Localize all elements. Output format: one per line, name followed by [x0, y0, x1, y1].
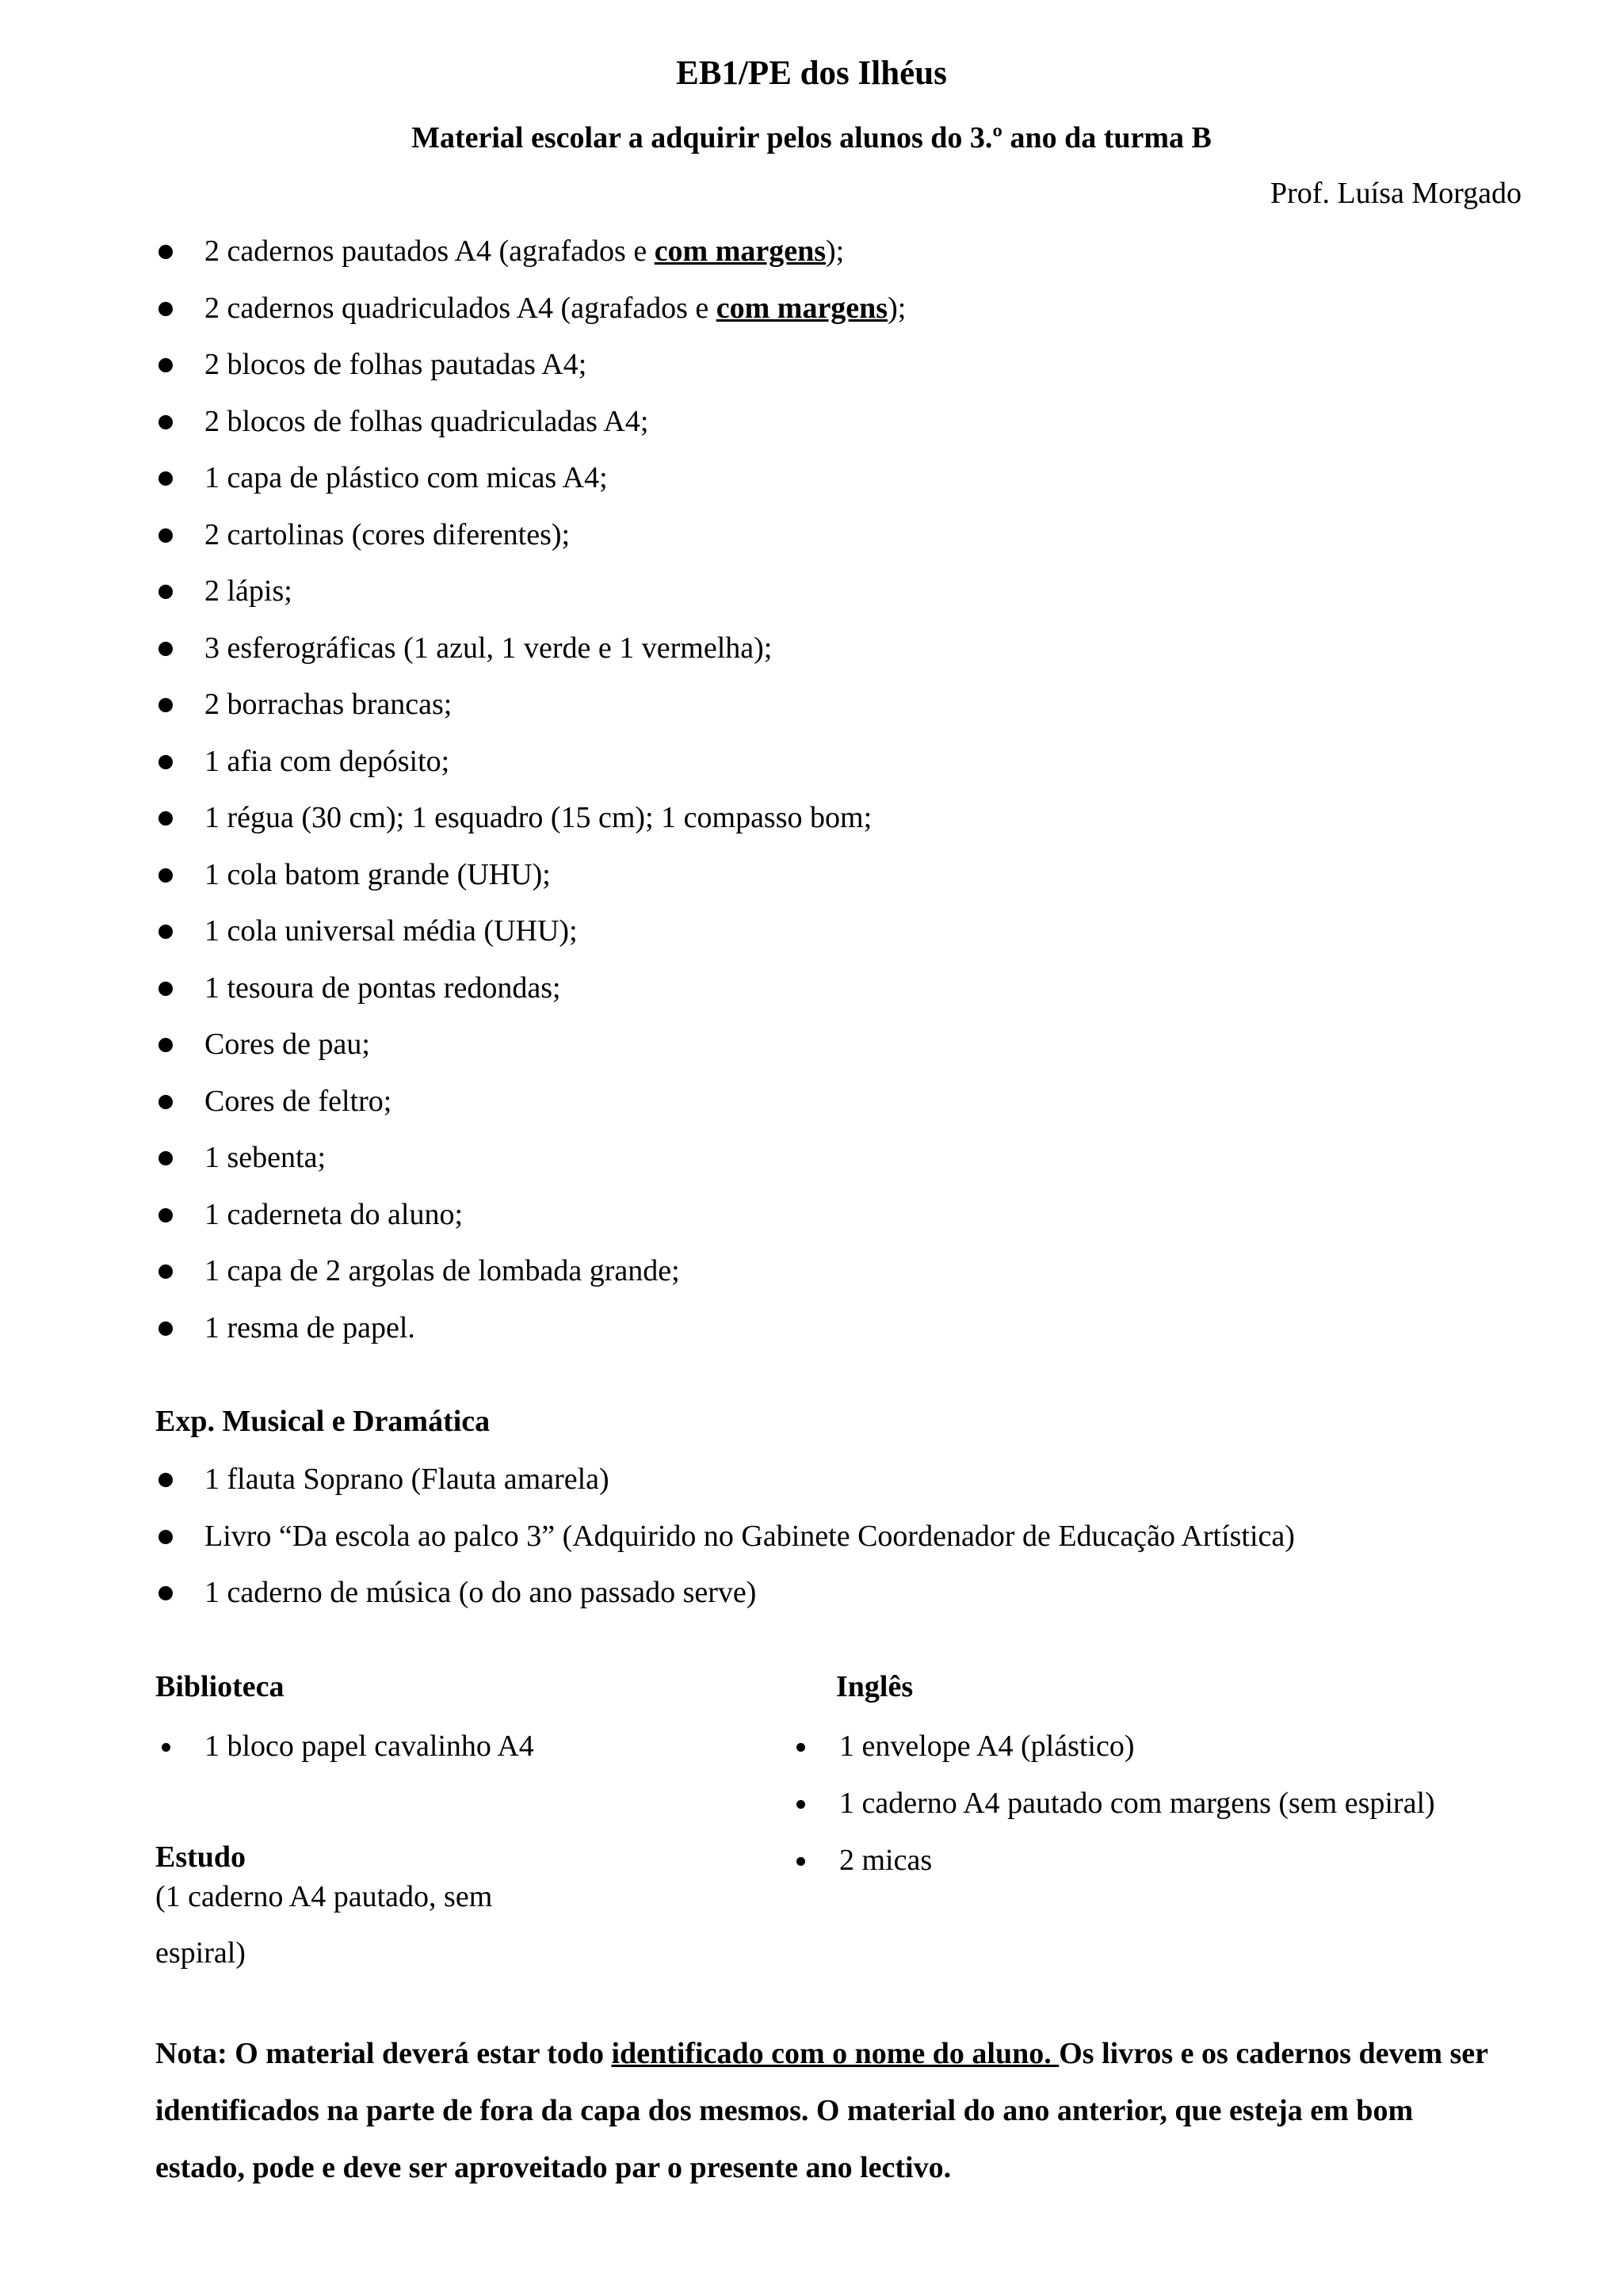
teacher-name: Prof. Luísa Morgado — [1270, 177, 1522, 210]
item-emphasis: com margens — [654, 235, 827, 268]
list-item — [155, 460, 608, 517]
bullet-icon — [158, 471, 173, 486]
list-item — [155, 744, 450, 801]
bullet-icon — [158, 1264, 173, 1279]
item-text: 1 capa de 2 argolas de lombada grande; — [204, 1254, 680, 1287]
item-text: Livro “Da escola ao palco 3” (Adquirido no Gabinete Coordenador de Educação Artística) — [204, 1519, 1295, 1553]
list-item — [155, 1462, 609, 1519]
bullet-icon — [158, 642, 173, 656]
bullet-icon — [158, 245, 173, 259]
item-text: Cores de feltro; — [204, 1084, 392, 1118]
library-heading: Biblioteca — [155, 1670, 285, 1703]
bullet-icon — [158, 755, 173, 769]
list-item — [155, 1197, 464, 1254]
item-text: 1 afia com depósito; — [204, 744, 450, 778]
item-text: 1 resma de papel. — [204, 1310, 415, 1344]
bullet-icon — [158, 1038, 173, 1052]
item-text: Cores de pau; — [204, 1028, 370, 1061]
list-item — [155, 1084, 392, 1141]
bullet-icon — [158, 1322, 173, 1336]
music-heading: Exp. Musical e Dramática — [155, 1405, 491, 1438]
bullet-icon — [796, 1857, 805, 1866]
bullet-icon — [158, 925, 173, 939]
item-text: 2 cartolinas (cores diferentes); — [204, 517, 571, 551]
list-item — [155, 687, 453, 744]
item-text: 2 blocos de folhas quadriculadas A4; — [204, 404, 649, 438]
list-item — [155, 404, 649, 461]
bullet-icon — [158, 982, 173, 996]
item-text-end: ); — [888, 291, 907, 325]
english-heading: Inglês — [836, 1670, 914, 1703]
bullet-icon — [158, 1473, 173, 1487]
item-text: 1 caderneta do aluno; — [204, 1197, 464, 1231]
bullet-icon — [158, 302, 173, 316]
item-text-end: ); — [826, 235, 845, 268]
item-text: 1 cola batom grande (UHU); — [204, 857, 551, 891]
item-text: 1 bloco papel cavalinho A4 — [204, 1730, 534, 1763]
bullet-icon — [162, 1743, 170, 1752]
item-text: 2 borrachas brancas; — [204, 688, 453, 721]
bullet-icon — [158, 358, 173, 372]
item-text: 1 flauta Soprano (Flauta amarela) — [204, 1463, 609, 1496]
study-heading: Estudo — [155, 1840, 246, 1874]
list-item — [155, 800, 873, 857]
study-line-1: (1 caderno A4 pautado, sem — [155, 1880, 493, 1913]
note-underlined: identificado com o nome do aluno. — [611, 2037, 1060, 2070]
item-text: 3 esferográficas (1 azul, 1 verde e 1 vermelha); — [204, 631, 773, 665]
item-text: 2 cadernos pautados A4 (agrafados e — [204, 235, 655, 268]
list-item — [155, 631, 773, 688]
note-lead: Nota: O material deverá estar todo — [155, 2037, 612, 2070]
note-rest: Os livros e os cadernos devem ser identificados na parte de fora da capa dos mesmos. O material do ano anterior, que esteja em bom estado, pode e deve ser aproveitado par o presente ano lectivo. — [155, 2037, 1488, 2184]
list-item — [155, 517, 571, 574]
bullet-icon — [158, 1530, 173, 1544]
bullet-icon — [158, 1095, 173, 1109]
bullet-icon — [158, 1208, 173, 1222]
bullet-icon — [158, 528, 173, 543]
item-text: 1 sebenta; — [204, 1141, 327, 1174]
list-item — [155, 347, 587, 404]
bullet-icon — [158, 585, 173, 599]
material-list — [155, 234, 907, 1367]
bullet-icon — [158, 698, 173, 712]
bullet-icon — [158, 1586, 173, 1600]
item-text: 1 caderno A4 pautado com margens (sem espiral) — [839, 1787, 1435, 1820]
item-text: 1 régua (30 cm); 1 esquadro (15 cm); 1 compasso bom; — [204, 801, 873, 834]
bullet-icon — [158, 1151, 173, 1165]
list-item — [155, 1519, 1295, 1576]
item-emphasis: com margens — [716, 291, 888, 325]
item-text: 2 lápis; — [204, 574, 292, 608]
list-item — [155, 857, 551, 914]
page-title: EB1/PE dos Ilhéus — [676, 55, 947, 92]
list-item — [155, 1253, 680, 1310]
list-item — [155, 913, 578, 971]
item-text: 1 tesoura de pontas redondas; — [204, 971, 561, 1005]
list-item — [155, 574, 292, 631]
study-line-2: espiral) — [155, 1936, 246, 1970]
item-text: 1 capa de plástico com micas A4; — [204, 461, 608, 494]
list-item — [155, 1575, 757, 1632]
page-subtitle: Material escolar a adquirir pelos alunos do 3.º ano da turma B — [411, 121, 1212, 154]
music-list — [155, 1462, 1295, 1632]
note-paragraph — [155, 2025, 1503, 2196]
bullet-icon — [796, 1800, 805, 1809]
item-text: 1 cola universal média (UHU); — [204, 914, 578, 948]
bullet-icon — [158, 811, 173, 826]
list-item — [155, 971, 561, 1028]
list-item — [155, 1140, 327, 1197]
item-text: 1 envelope A4 (plástico) — [839, 1730, 1135, 1763]
list-item — [155, 1027, 370, 1084]
bullet-icon — [158, 415, 173, 429]
item-text: 2 micas — [839, 1844, 933, 1877]
item-text: 2 cadernos quadriculados A4 (agrafados e — [204, 291, 716, 325]
list-item — [155, 234, 845, 291]
bullet-icon — [158, 868, 173, 883]
item-text: 2 blocos de folhas pautadas A4; — [204, 348, 587, 381]
list-item — [155, 1310, 415, 1367]
item-text: 1 caderno de música (o do ano passado serve) — [204, 1576, 757, 1609]
bullet-icon — [796, 1743, 805, 1752]
list-item — [155, 291, 907, 348]
